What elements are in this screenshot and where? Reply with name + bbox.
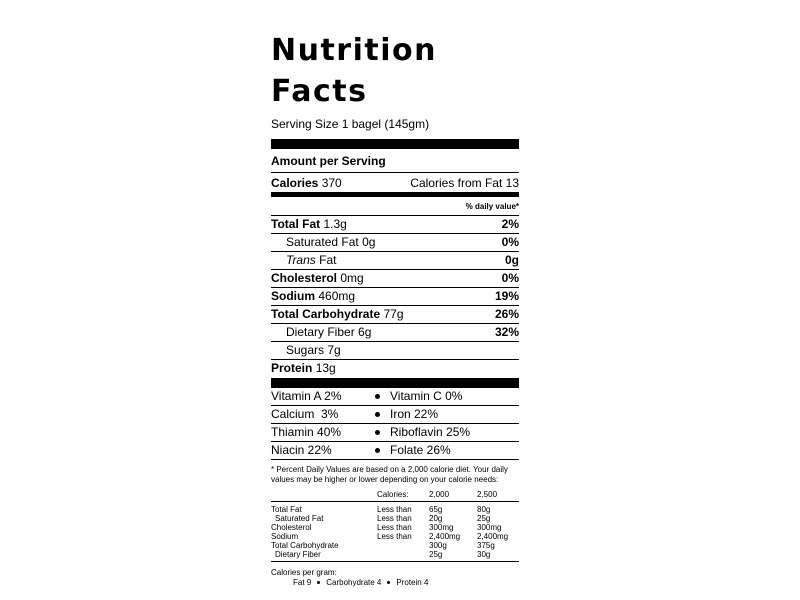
nutrient-amount: Fat (319, 253, 337, 267)
nutrient-row-protein (271, 360, 519, 378)
calories-from-fat: Calories from Fat 13 (410, 176, 519, 190)
label-title (271, 30, 519, 112)
bullet-icon (375, 412, 380, 417)
table-row: Dietary Fiber 25g 30g (271, 550, 519, 562)
vitamin-row (271, 406, 519, 424)
nutrient-label: Sugars (286, 343, 325, 357)
nutrient-label: Saturated Fat (286, 235, 359, 249)
bullet-icon (317, 581, 320, 584)
calories-per-gram-label: Calories per gram: (271, 568, 337, 577)
amount-per-serving: Amount per Serving (271, 149, 519, 173)
thick-divider (271, 378, 519, 388)
table-row: Sodium Less than 2,400mg 2,400mg (271, 532, 509, 541)
cpg-carbohydrate: Carbohydrate 4 (326, 578, 382, 587)
daily-value-header: % daily value* (271, 197, 519, 216)
bullet-icon (375, 430, 380, 435)
daily-value-footnote: * Percent Daily Values are based on a 2,000 calorie diet. Your daily values may be higher or lower depending on your calorie needs: (271, 465, 508, 484)
cpg-protein: Protein 4 (396, 578, 429, 587)
nutrient-row-total-fat (271, 216, 519, 234)
nutrient-row-sugars (271, 342, 519, 360)
bullet-icon (375, 394, 380, 399)
table-row: Saturated Fat Less than 20g 25g (275, 514, 491, 523)
nutrient-row-dietary-fiber (271, 324, 519, 342)
nutrient-label: Protein (271, 361, 313, 375)
title-line-1: Nutrition (271, 33, 437, 68)
nutrient-amount: 1.3g (323, 217, 347, 231)
nutrient-pct: 2% (501, 217, 519, 231)
nutrient-amount: 460mg (318, 289, 356, 303)
nutrition-facts-label (271, 30, 519, 588)
bullet-icon (387, 581, 390, 584)
calories-label: Calories (271, 176, 319, 190)
vitamin-a: Thiamin 40% (271, 425, 342, 439)
vitamin-b: Folate 26% (390, 443, 451, 457)
table-row: Total Carbohydrate 300g 375g (271, 541, 495, 550)
title-line-2: Facts (271, 74, 368, 109)
vitamin-a: Calcium 3% (271, 407, 339, 421)
nutrient-label: Total Fat (271, 217, 321, 231)
nutrient-label: Dietary Fiber (286, 325, 355, 339)
nutrient-label: Trans (286, 253, 316, 267)
nutrient-row-cholesterol (271, 270, 519, 288)
table-header-cell: 2,000 (429, 490, 450, 499)
vitamin-a: Vitamin A 2% (271, 389, 342, 403)
table-header-cell: Calories: (377, 490, 409, 499)
nutrient-pct: 0% (501, 271, 519, 285)
nutrient-amount: 0mg (340, 271, 364, 285)
nutrient-row-trans-fat (271, 252, 519, 270)
nutrient-pct: 0% (501, 235, 519, 249)
nutrient-pct: 26% (494, 307, 519, 321)
calories-value: 370 (321, 176, 342, 190)
nutrient-pct: 19% (494, 289, 519, 303)
vitamin-row (271, 388, 519, 406)
nutrient-amount: 7g (327, 343, 341, 357)
calories-per-gram (271, 568, 519, 588)
vitamin-row (271, 424, 519, 442)
table-row: Total Fat Less than 65g 80g (271, 505, 491, 514)
nutrient-label: Cholesterol (271, 271, 338, 285)
vitamin-b: Iron 22% (390, 407, 439, 421)
table-header-cell: 2,500 (477, 490, 498, 499)
vitamin-b: Vitamin C 0% (390, 389, 463, 403)
table-row: Cholesterol Less than 300mg 300mg (271, 523, 502, 532)
nutrient-amount: 13g (315, 361, 336, 375)
nutrient-amount: 6g (358, 325, 372, 339)
nutrient-amount: 0g (362, 235, 376, 249)
vitamin-a: Niacin 22% (271, 443, 332, 457)
nutrient-pct: 0g (504, 253, 519, 267)
serving-size: Serving Size 1 bagel (145gm) (271, 117, 430, 131)
bullet-icon (375, 448, 380, 453)
nutrient-row-sodium (271, 288, 519, 306)
table-header-row (271, 490, 519, 502)
vitamin-row (271, 442, 519, 460)
thick-divider (271, 139, 519, 149)
daily-value-reference-table (271, 490, 519, 562)
cpg-fat: Fat 9 (293, 578, 312, 587)
nutrient-label: Total Carbohydrate (271, 307, 381, 321)
nutrient-label: Sodium (271, 289, 315, 303)
vitamin-b: Riboflavin 25% (390, 425, 471, 439)
nutrient-pct: 32% (494, 325, 519, 339)
calories-row (271, 173, 519, 192)
nutrient-amount: 77g (383, 307, 404, 321)
nutrient-row-total-carbohydrate (271, 306, 519, 324)
nutrient-row-saturated-fat (271, 234, 519, 252)
